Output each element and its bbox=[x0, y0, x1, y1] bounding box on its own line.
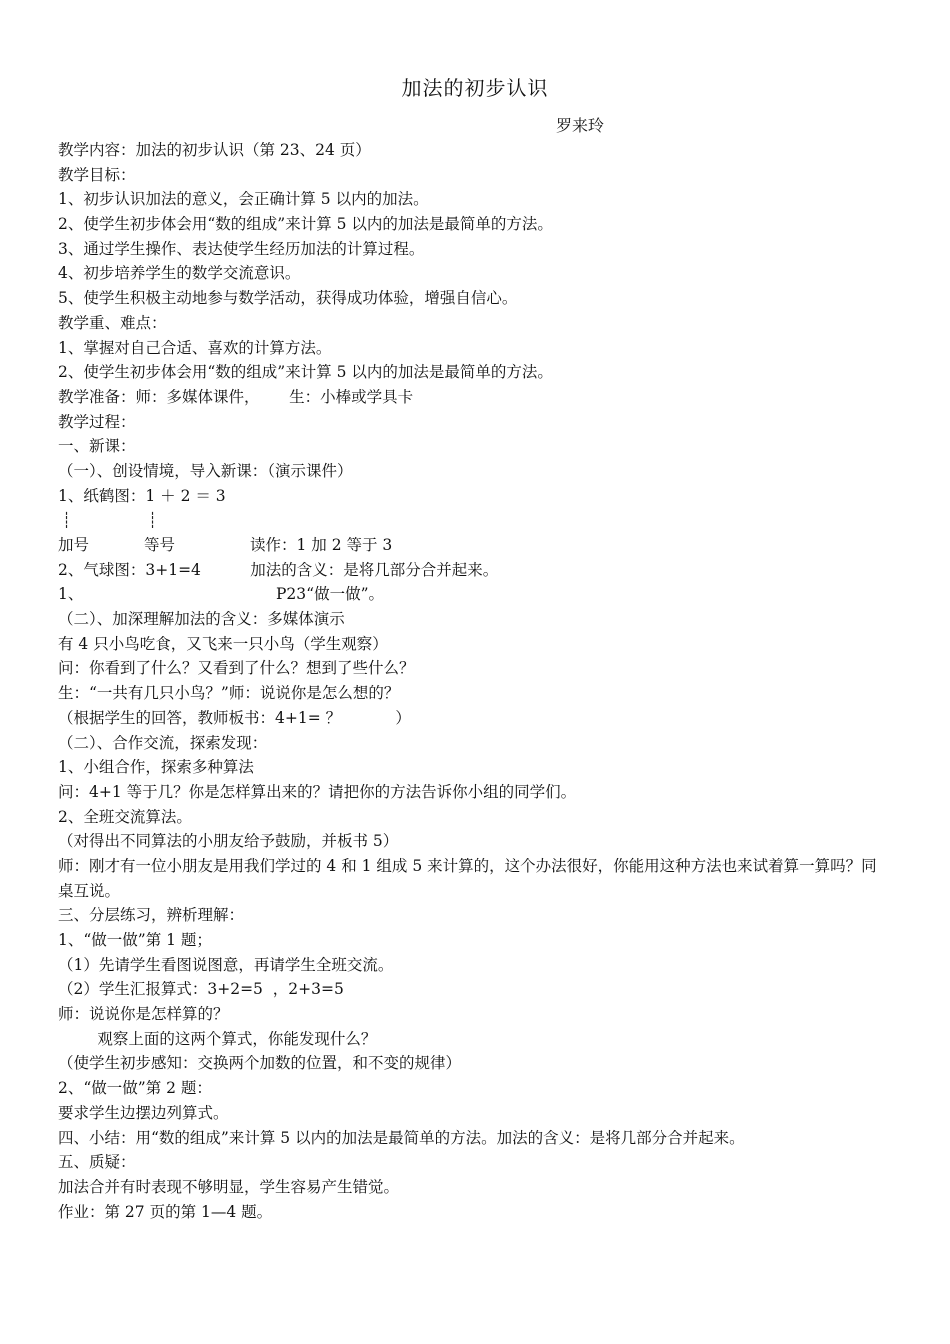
key-point-1: 1、掌握对自己合适、喜欢的计算方法。 bbox=[58, 338, 332, 357]
homework: 作业：第 27 页的第 1—4 题。 bbox=[58, 1202, 273, 1221]
objective-5: 5、使学生积极主动地参与数学活动，获得成功体验，增强自信心。 bbox=[58, 289, 518, 308]
plus-sign-marker: ┊ bbox=[62, 511, 72, 530]
heading-objectives: 教学目标： bbox=[58, 165, 136, 184]
subsection-1-1: （一）、创设情境，导入新课：（演示课件） bbox=[58, 461, 353, 480]
section-1-new-lesson: 一、新课： bbox=[58, 437, 136, 456]
section-3-practice: 三、分层练习，辨析理解： bbox=[58, 906, 245, 925]
questions-note: 加法合并有时表现不够明显，学生容易产生错觉。 bbox=[58, 1177, 400, 1196]
document-body bbox=[58, 138, 890, 1224]
bird-scenario: 有 4 只小鸟吃食，又飞来一只小鸟（学生观察） bbox=[58, 634, 388, 653]
document-title: 加法的初步认识 bbox=[401, 76, 549, 100]
section-4-summary: 四、小结：用“数的组成”来计算 5 以内的加法是最简单的方法。加法的含义：是将几部分合并起来。 bbox=[58, 1128, 745, 1147]
subsection-1-2: （二）、加深理解加法的含义：多媒体演示 bbox=[58, 610, 345, 629]
practice-1: 1、“做一做”第 1 题； bbox=[58, 931, 212, 950]
equation-labels bbox=[58, 533, 890, 558]
crane-equation: 1、纸鹤图：1 ＋ 2 ＝ 3 bbox=[58, 486, 226, 505]
objective-4: 4、初步培养学生的数学交流意识。 bbox=[58, 264, 301, 283]
practice-1-step-1: （1）先请学生看图说图意，再请学生全班交流。 bbox=[58, 955, 394, 974]
heading-process: 教学过程： bbox=[58, 412, 136, 431]
encouragement-note: （对得出不同算法的小朋友给予鼓励，并板书 5） bbox=[58, 832, 399, 851]
teacher-question: 师：说说你是怎样算的？ bbox=[58, 1005, 229, 1024]
equals-label: 等号 bbox=[144, 536, 176, 554]
section-5-questions: 五、质疑： bbox=[58, 1153, 136, 1172]
practice-2-instruction: 要求学生边摆边列算式。 bbox=[58, 1103, 229, 1122]
group-cooperation: 1、小组合作，探索多种算法 bbox=[58, 758, 254, 777]
author-name: 罗来玲 bbox=[556, 116, 605, 135]
question-2: 问：4+1 等于几？你是怎样算出来的？请把你的方法告诉你小组的同学们。 bbox=[58, 782, 577, 801]
objective-1: 1、初步认识加法的意义，会正确计算 5 以内的加法。 bbox=[58, 190, 429, 209]
teacher-remark: 师：刚才有一位小朋友是用我们学过的 4 和 1 组成 5 来计算的，这个办法很好，你能用这种方法也来试着算一算吗？同桌互说。 bbox=[58, 856, 877, 900]
exercise-reference bbox=[58, 582, 890, 607]
heading-key-points: 教学重、难点： bbox=[58, 313, 167, 332]
subsection-1-3: （二）、合作交流，探索发现： bbox=[58, 733, 268, 752]
exercise-page: P23“做一做”。 bbox=[276, 585, 385, 604]
exercise-number: 1、 bbox=[58, 585, 84, 604]
practice-2: 2、“做一做”第 2 题： bbox=[58, 1079, 212, 1098]
equation-marker-row bbox=[58, 508, 890, 533]
observe-question: 观察上面的这两个算式，你能发现什么？ bbox=[58, 1029, 377, 1048]
teaching-preparation: 教学准备：师：多媒体课件， 生：小棒或学具卡 bbox=[58, 387, 414, 406]
balloon-equation: 2、气球图：3+1=4 加法的含义：是将几部分合并起来。 bbox=[58, 560, 499, 579]
commutative-note: （使学生初步感知：交换两个加数的位置，和不变的规律） bbox=[58, 1054, 462, 1073]
equals-sign-marker: ┊ bbox=[148, 511, 158, 530]
practice-1-step-2: （2）学生汇报算式：3+2=5 ，2+3=5 bbox=[58, 980, 344, 999]
question-1: 问：你看到了什么？又看到了什么？想到了些什么？ bbox=[58, 659, 415, 678]
teaching-content: 教学内容：加法的初步认识（第 23、24 页） bbox=[58, 141, 371, 159]
objective-3: 3、通过学生操作、表达使学生经历加法的计算过程。 bbox=[58, 239, 425, 258]
student-answer: 生：“一共有几只小鸟？”师：说说你是怎么想的？ bbox=[58, 684, 400, 703]
plus-label: 加号 bbox=[58, 536, 90, 554]
key-point-2: 2、使学生初步体会用“数的组成”来计算 5 以内的加法是最简单的方法。 bbox=[58, 363, 553, 382]
board-note: （根据学生的回答，教师板书：4+1= ？ ） bbox=[58, 708, 411, 727]
reading-label: 读作：1 加 2 等于 3 bbox=[250, 536, 393, 554]
class-exchange: 2、全班交流算法。 bbox=[58, 807, 192, 826]
objective-2: 2、使学生初步体会用“数的组成”来计算 5 以内的加法是最简单的方法。 bbox=[58, 215, 553, 234]
